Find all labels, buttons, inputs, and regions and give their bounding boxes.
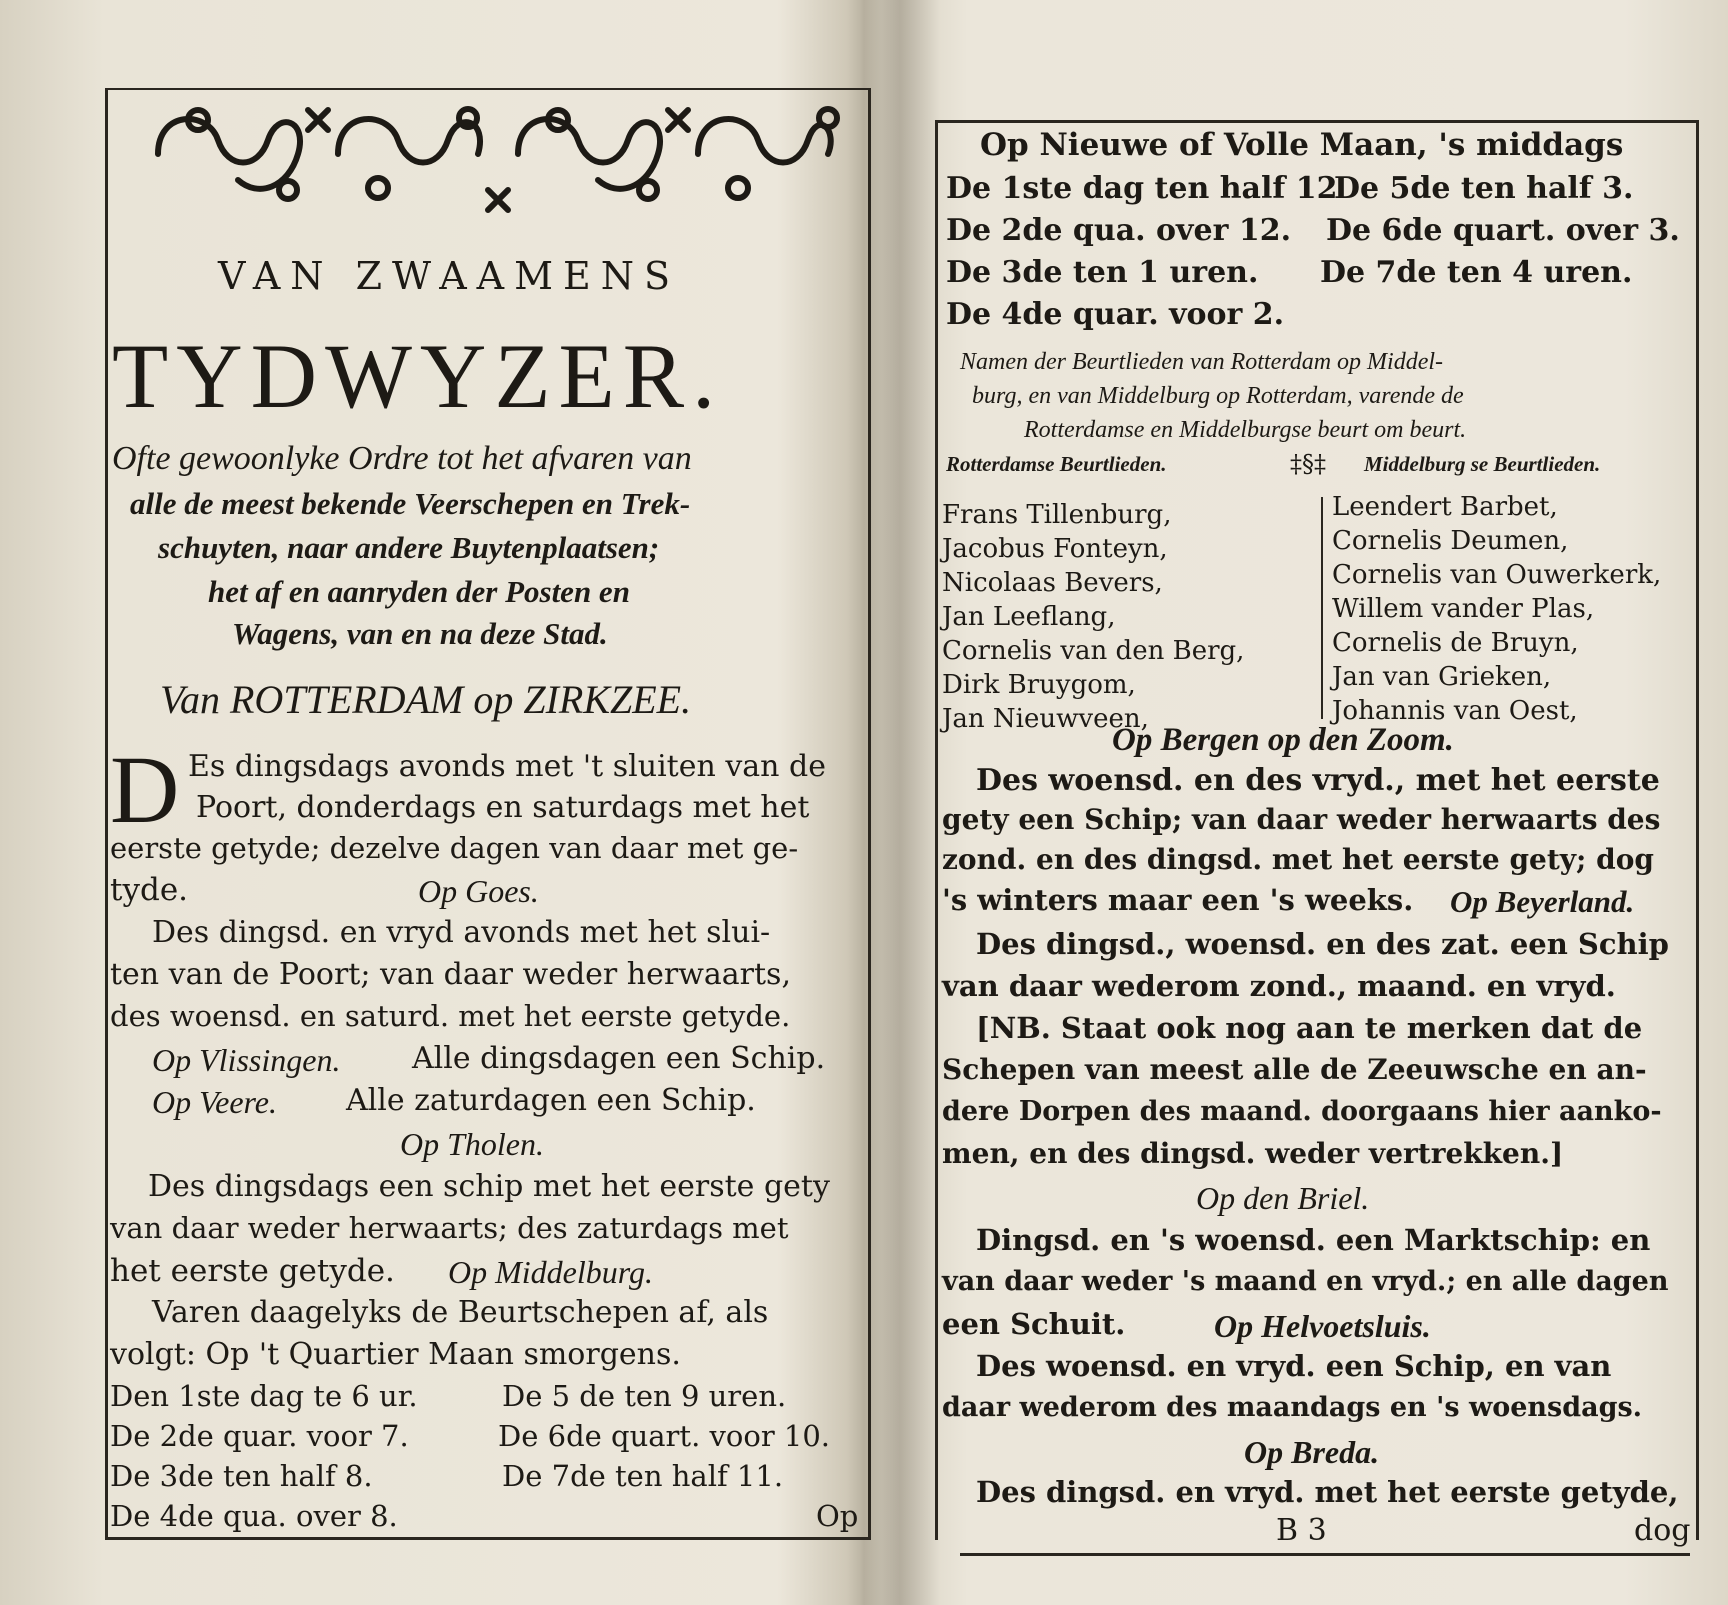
title-top: VAN ZWAAMENS — [218, 254, 681, 298]
body-line: gety een Schip; van daar weder herwaarts des — [942, 803, 1661, 836]
body-line: een Schuit. — [942, 1307, 1126, 1341]
place-heading: Op Tholen. — [400, 1126, 544, 1162]
schedule-cell: De 4de qua. over 8. — [110, 1499, 398, 1533]
names-intro: Namen der Beurtlieden van Rotterdam op Middel- — [960, 349, 1443, 375]
place-heading: Op Vlissingen. — [152, 1042, 341, 1078]
list-item: Nicolaas Bevers, — [942, 568, 1163, 598]
list-item: Cornelis van den Berg, — [942, 636, 1245, 666]
body-line: van daar wederom zond., maand. en vryd. — [942, 969, 1616, 1003]
schedule-cell: De 3de ten 1 uren. — [946, 255, 1259, 290]
schedule-cell: De 6de quart. voor 10. — [498, 1419, 831, 1453]
place-heading: Op Veere. — [152, 1084, 277, 1120]
list-item: Jan Leeflang, — [942, 602, 1116, 632]
place-heading: Op Goes. — [418, 873, 539, 909]
names-intro: burg, en van Middelburg op Rotterdam, varende de — [972, 383, 1464, 409]
body-line: Alle dingsdagen een Schip. — [412, 1041, 826, 1076]
list-item: Leendert Barbet, — [1332, 492, 1558, 522]
body-line: volgt: Op 't Quartier Maan smorgens. — [110, 1337, 681, 1372]
place-heading: Op Breda. — [1244, 1434, 1380, 1470]
subtitle-line: Wagens, van en na deze Stad. — [232, 616, 608, 651]
schedule-cell: De 2de quar. voor 7. — [110, 1419, 409, 1453]
body-line: Varen daagelyks de Beurtschepen af, als — [152, 1295, 769, 1330]
section-heading: Van ROTTERDAM op ZIRKZEE. — [160, 677, 692, 722]
bottom-rule — [960, 1553, 1690, 1556]
drop-capital: D — [110, 736, 180, 843]
column-header-middelburg: Middelburg se Beurtlieden. — [1364, 452, 1601, 476]
body-line: Des woensd. en vryd. een Schip, en van — [976, 1349, 1612, 1383]
list-item: Willem vander Plas, — [1332, 594, 1595, 624]
title-main: TYDWYZER. — [112, 325, 724, 427]
body-line: eerste getyde; dezelve dagen van daar met ge- — [110, 831, 799, 865]
place-heading: Op Helvoetsluis. — [1214, 1308, 1431, 1344]
catchword: dog — [1634, 1513, 1691, 1548]
schedule-cell: De 5de ten half 3. — [1334, 171, 1634, 206]
body-line: dere Dorpen des maand. doorgaans hier aanko- — [942, 1096, 1662, 1127]
body-line: ten van de Poort; van daar weder herwaarts, — [110, 957, 791, 992]
body-line: Dingsd. en 's woensd. een Marktschip: en — [976, 1223, 1651, 1257]
right-header: Op Nieuwe of Volle Maan, 's middags — [980, 127, 1624, 163]
place-heading: Op Beyerland. — [1450, 884, 1635, 919]
body-line: Des dingsdags een schip met het eerste gety — [148, 1169, 830, 1204]
place-heading: Op Middelburg. — [448, 1254, 654, 1290]
body-line: van daar weder herwaarts; des zaturdags met — [110, 1211, 789, 1245]
body-line: zond. en des dingsd. met het eerste gety; dog — [942, 843, 1654, 876]
middelburg-names-list — [1332, 490, 1661, 728]
schedule-cell: De 1ste dag ten half 12 — [946, 171, 1338, 206]
column-header-ornament: ‡§‡ — [1290, 450, 1326, 478]
body-line: men, en des dingsd. weder vertrekken.] — [942, 1137, 1564, 1170]
body-line: Es dingsdags avonds met 't sluiten van de — [188, 749, 826, 784]
column-header-rotterdam: Rotterdamse Beurtlieden. — [946, 452, 1167, 476]
body-line: Des dingsd. en vryd avonds met het slui- — [152, 915, 771, 950]
subtitle-line: het af en aanryden der Posten en — [208, 574, 630, 609]
list-item: Johannis van Oest, — [1332, 696, 1578, 726]
schedule-cell: De 7de ten half 11. — [502, 1459, 784, 1493]
ornament-band — [138, 90, 848, 218]
list-item: Frans Tillenburg, — [942, 500, 1172, 530]
body-line: Des woensd. en des vryd., met het eerste — [976, 763, 1660, 798]
place-heading: Op Bergen op den Zoom. — [1112, 722, 1454, 758]
page-signature: B 3 — [1276, 1513, 1327, 1548]
body-line: Poort, donderdags en saturdags met het — [196, 790, 810, 825]
list-item: Dirk Bruygom, — [942, 670, 1136, 700]
subtitle-line: alle de meest bekende Veerschepen en Trek- — [130, 486, 691, 521]
list-item: Jacobus Fonteyn, — [942, 534, 1168, 564]
body-line: Alle zaturdagen een Schip. — [346, 1083, 756, 1118]
body-line: 's winters maar een 's weeks. — [942, 883, 1414, 917]
body-line: [NB. Staat ook nog aan te merken dat de — [976, 1011, 1643, 1045]
body-line: Schepen van meest alle de Zeeuwsche en an- — [942, 1053, 1647, 1086]
body-line: tyde. — [110, 872, 189, 908]
list-item: Jan Nieuwveen, — [942, 704, 1149, 734]
list-item: Cornelis de Bruyn, — [1332, 628, 1579, 658]
column-divider — [1321, 497, 1323, 719]
body-line: des woensd. en saturd. met het eerste getyde. — [110, 999, 791, 1033]
body-line: Des dingsd., woensd. en des zat. een Schip — [976, 927, 1669, 961]
body-line: Des dingsd. en vryd. met het eerste getyde, — [976, 1475, 1679, 1509]
book-gutter — [860, 0, 940, 1605]
place-heading: Op den Briel. — [1196, 1180, 1370, 1216]
schedule-cell: De 4de quar. voor 2. — [946, 297, 1285, 332]
schedule-cell: De 6de quart. over 3. — [1326, 213, 1680, 248]
body-line: van daar weder 's maand en vryd.; en alle dagen — [942, 1266, 1669, 1297]
list-item: Jan van Grieken, — [1332, 662, 1552, 692]
list-item: Cornelis van Ouwerkerk, — [1332, 560, 1662, 590]
schedule-cell: De 7de ten 4 uren. — [1320, 255, 1633, 290]
list-item: Cornelis Deumen, — [1332, 526, 1569, 556]
subtitle-line: Ofte gewoonlyke Ordre tot het afvaren van — [112, 440, 692, 477]
catchword: Op — [816, 1499, 859, 1533]
schedule-cell: Den 1ste dag te 6 ur. — [110, 1379, 418, 1413]
schedule-cell: De 5 de ten 9 uren. — [502, 1379, 787, 1413]
schedule-cell: De 3de ten half 8. — [110, 1459, 373, 1493]
names-intro: Rotterdamse en Middelburgse beurt om beurt. — [1024, 417, 1467, 443]
body-line: daar wederom des maandags en 's woensdags. — [942, 1392, 1643, 1423]
rotterdam-names-list — [942, 498, 1244, 736]
schedule-cell: De 2de qua. over 12. — [946, 213, 1292, 248]
body-line: het eerste getyde. — [110, 1253, 395, 1289]
subtitle-line: schuyten, naar andere Buytenplaatsen; — [158, 530, 660, 565]
